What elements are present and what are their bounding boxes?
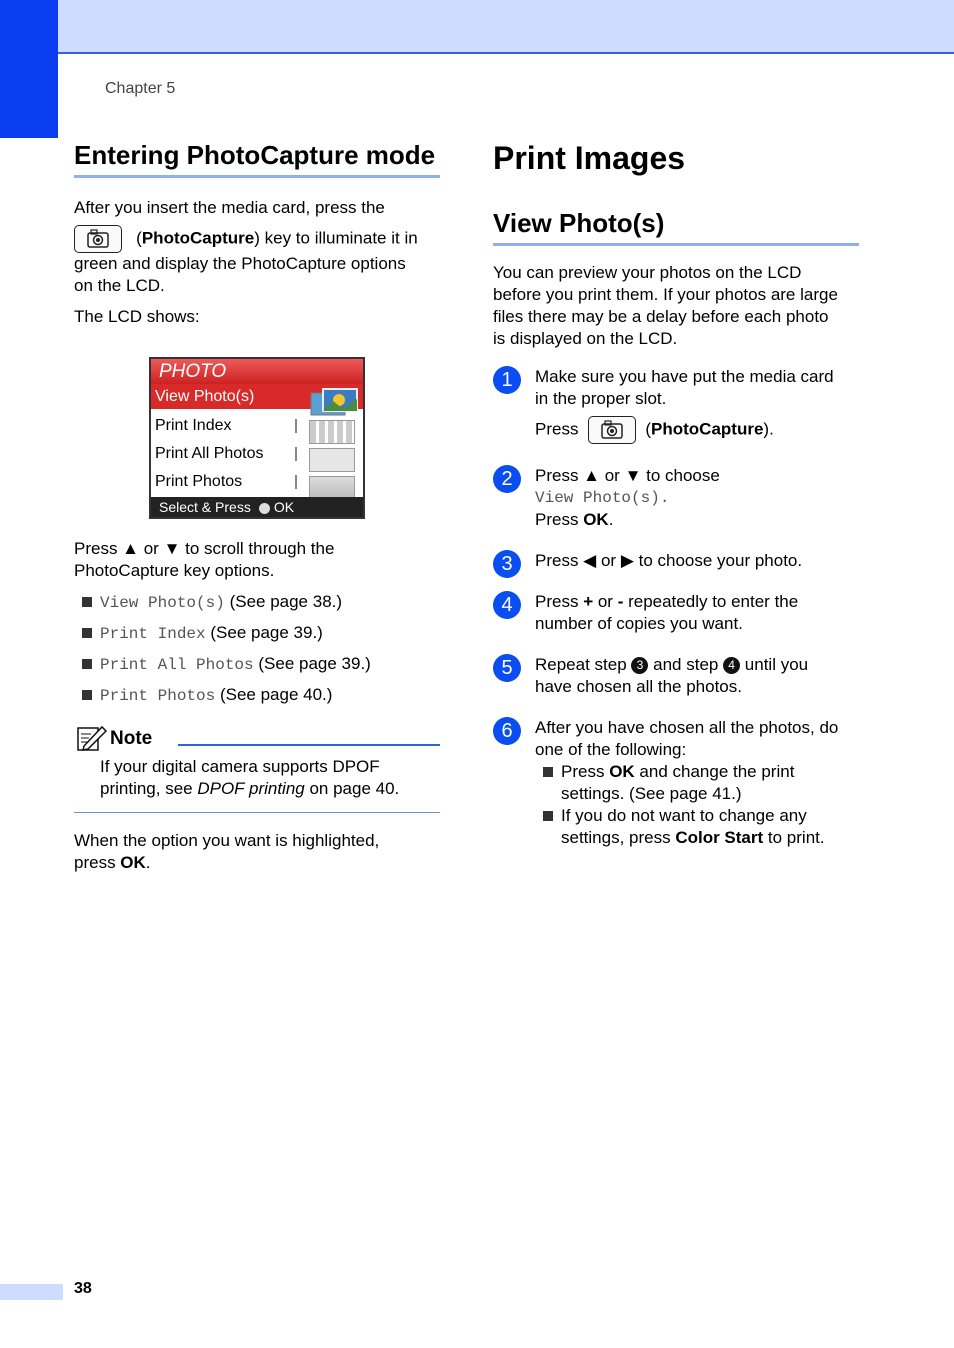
step-6-options <box>535 761 859 849</box>
list-item <box>74 622 440 653</box>
intro-line-3: green and display the PhotoCapture options <box>74 254 406 273</box>
list-item <box>74 591 440 622</box>
step-text: one of the following: <box>535 740 687 759</box>
note-line-2 <box>100 778 440 800</box>
step-text: Press ◀ or ▶ to choose your photo. <box>535 551 803 570</box>
step-text <box>535 654 859 676</box>
highlight-text: press <box>74 853 121 872</box>
option-name: Print Photos <box>100 687 216 705</box>
step-ref-badge: 3 <box>631 657 648 674</box>
page-title: Print Images <box>493 140 686 176</box>
step-text-part: If you do not want to change any <box>561 806 807 825</box>
note-text: on page 40. <box>304 779 400 798</box>
intro-line-4: on the LCD. <box>74 276 165 295</box>
plus-key: + <box>583 592 594 611</box>
scroll-line-2: PhotoCapture key options. <box>74 561 275 580</box>
option-ref: (See page 39.) <box>210 623 323 642</box>
footer-band <box>0 1284 63 1300</box>
step-text: Press <box>535 510 584 529</box>
intro-line: You can preview your photos on the LCD <box>493 263 802 282</box>
note-line-1: If your digital camera supports DPOF <box>100 757 380 776</box>
note-body <box>100 756 440 800</box>
step-number-badge: 1 <box>493 366 521 394</box>
section-title-view-photos: View Photo(s) <box>493 208 859 246</box>
note-header <box>74 724 440 752</box>
ok-key-label: OK <box>120 853 146 872</box>
section-title-entering: Entering PhotoCapture mode <box>74 140 440 178</box>
step-3 <box>493 550 859 575</box>
chapter-label: Chapter 5 <box>105 80 176 97</box>
highlight-line-2: press OK. <box>74 853 151 872</box>
intro-line-1: After you insert the media card, press the <box>74 198 385 217</box>
step-text-part: Repeat step <box>535 655 632 674</box>
step-2 <box>493 465 859 531</box>
intro-paragraph <box>493 262 859 350</box>
minus-key: - <box>617 592 624 611</box>
step-number-badge: 6 <box>493 717 521 745</box>
list-item <box>74 684 440 715</box>
intro-line: files there may be a delay before each photo <box>493 307 829 326</box>
note-end-rule <box>74 812 440 813</box>
dpof-reference: DPOF printing <box>197 779 305 798</box>
header-band <box>58 0 954 54</box>
intro-line-2: (PhotoCapture) key to illuminate it in <box>74 225 440 253</box>
step-text: After you have chosen all the photos, do <box>535 718 839 737</box>
note-label: Note <box>110 728 153 749</box>
ok-button-icon <box>259 503 270 514</box>
scroll-marker <box>295 475 297 489</box>
option-ref: (See page 39.) <box>258 654 371 673</box>
step-5 <box>493 654 859 698</box>
all-photos-thumbnail-icon <box>309 448 355 472</box>
lcd-shows-label: The LCD shows: <box>74 307 200 326</box>
scroll-line-1: Press ▲ or ▼ to scroll through the <box>74 539 335 558</box>
intro-line-2-rest: ) key to illuminate it in <box>254 228 418 248</box>
option-name: View Photo(s) <box>100 594 225 612</box>
lcd-title: PHOTO <box>151 359 363 384</box>
step-press-line: Press (PhotoCapture). <box>535 416 859 444</box>
step-number-badge: 3 <box>493 550 521 578</box>
step-text-part: Press <box>561 762 610 781</box>
lcd-footer-text: Select & Press <box>159 499 251 515</box>
color-start-key-label: Color Start <box>675 828 764 847</box>
list-item <box>74 653 440 684</box>
index-thumbnail-icon <box>309 420 355 444</box>
step-text-part: or <box>593 592 618 611</box>
step-text: Press <box>535 419 579 439</box>
option-name: Print Index <box>100 625 206 643</box>
ok-key-label: OK <box>583 510 609 529</box>
photocapture-key <box>588 416 636 444</box>
photocapture-key-label: PhotoCapture <box>651 419 764 439</box>
lcd-footer-ok: OK <box>273 499 295 515</box>
step-text-part: until you <box>740 655 809 674</box>
note-rule <box>178 744 440 746</box>
intro-line: is displayed on the LCD. <box>493 329 678 348</box>
step-text: have chosen all the photos. <box>535 677 742 696</box>
option-list <box>74 591 440 715</box>
step-number-badge: 4 <box>493 591 521 619</box>
photocapture-key-label: PhotoCapture <box>141 228 255 248</box>
step-press-line: Press OK. <box>535 510 614 529</box>
right-column <box>493 140 859 847</box>
step-4 <box>493 591 859 635</box>
step-text: Press ▲ or ▼ to choose <box>535 466 720 485</box>
camera-icon <box>601 420 623 440</box>
note-text: printing, see <box>100 779 198 798</box>
step-text-part: and change the print <box>634 762 795 781</box>
step-ref-badge: 4 <box>723 657 740 674</box>
lcd-item-label: Print Index <box>155 417 232 434</box>
step-text-part: Press <box>535 592 584 611</box>
step-number-badge: 5 <box>493 654 521 682</box>
step-text: number of copies you want. <box>535 614 743 633</box>
step-1 <box>493 366 859 444</box>
list-item <box>535 761 859 805</box>
step-text-part: to print. <box>763 828 825 847</box>
step-text: Make sure you have put the media card <box>535 367 834 386</box>
option-ref: (See page 38.) <box>229 592 343 611</box>
step-text-part: and step <box>648 655 724 674</box>
photocapture-key <box>74 225 122 253</box>
left-column <box>74 140 440 872</box>
scroll-marker <box>295 447 297 461</box>
photo-thumbnail-icon <box>309 387 361 417</box>
lcd-screen <box>149 357 365 519</box>
highlight-line-1: When the option you want is highlighted, <box>74 831 380 850</box>
scroll-marker <box>295 419 297 433</box>
chapter-tab <box>0 0 58 138</box>
step-text <box>535 591 859 613</box>
camera-icon <box>87 229 109 249</box>
list-item <box>535 805 859 849</box>
ok-key-label: OK <box>609 762 635 781</box>
step-number-badge: 2 <box>493 465 521 493</box>
option-name: Print All Photos <box>100 656 254 674</box>
step-text: in the proper slot. <box>535 389 667 408</box>
intro-line: before you print them. If your photos are large <box>493 285 838 304</box>
lcd-item-label: Print All Photos <box>155 445 264 462</box>
option-ref: (See page 40.) <box>219 685 333 704</box>
step-text-part: settings. (See page 41.) <box>561 784 742 803</box>
page-number: 38 <box>74 1280 92 1297</box>
lcd-footer <box>151 497 363 517</box>
step-6 <box>493 717 859 849</box>
lcd-item-label: Print Photos <box>155 473 243 490</box>
step-option: View Photo(s). <box>535 489 670 507</box>
step-text-part: settings, press <box>561 828 676 847</box>
step-text-part: repeatedly to enter the <box>623 592 799 611</box>
note-pencil-icon <box>76 724 108 752</box>
lcd-item-view-photos: View Photo(s) <box>151 384 363 409</box>
